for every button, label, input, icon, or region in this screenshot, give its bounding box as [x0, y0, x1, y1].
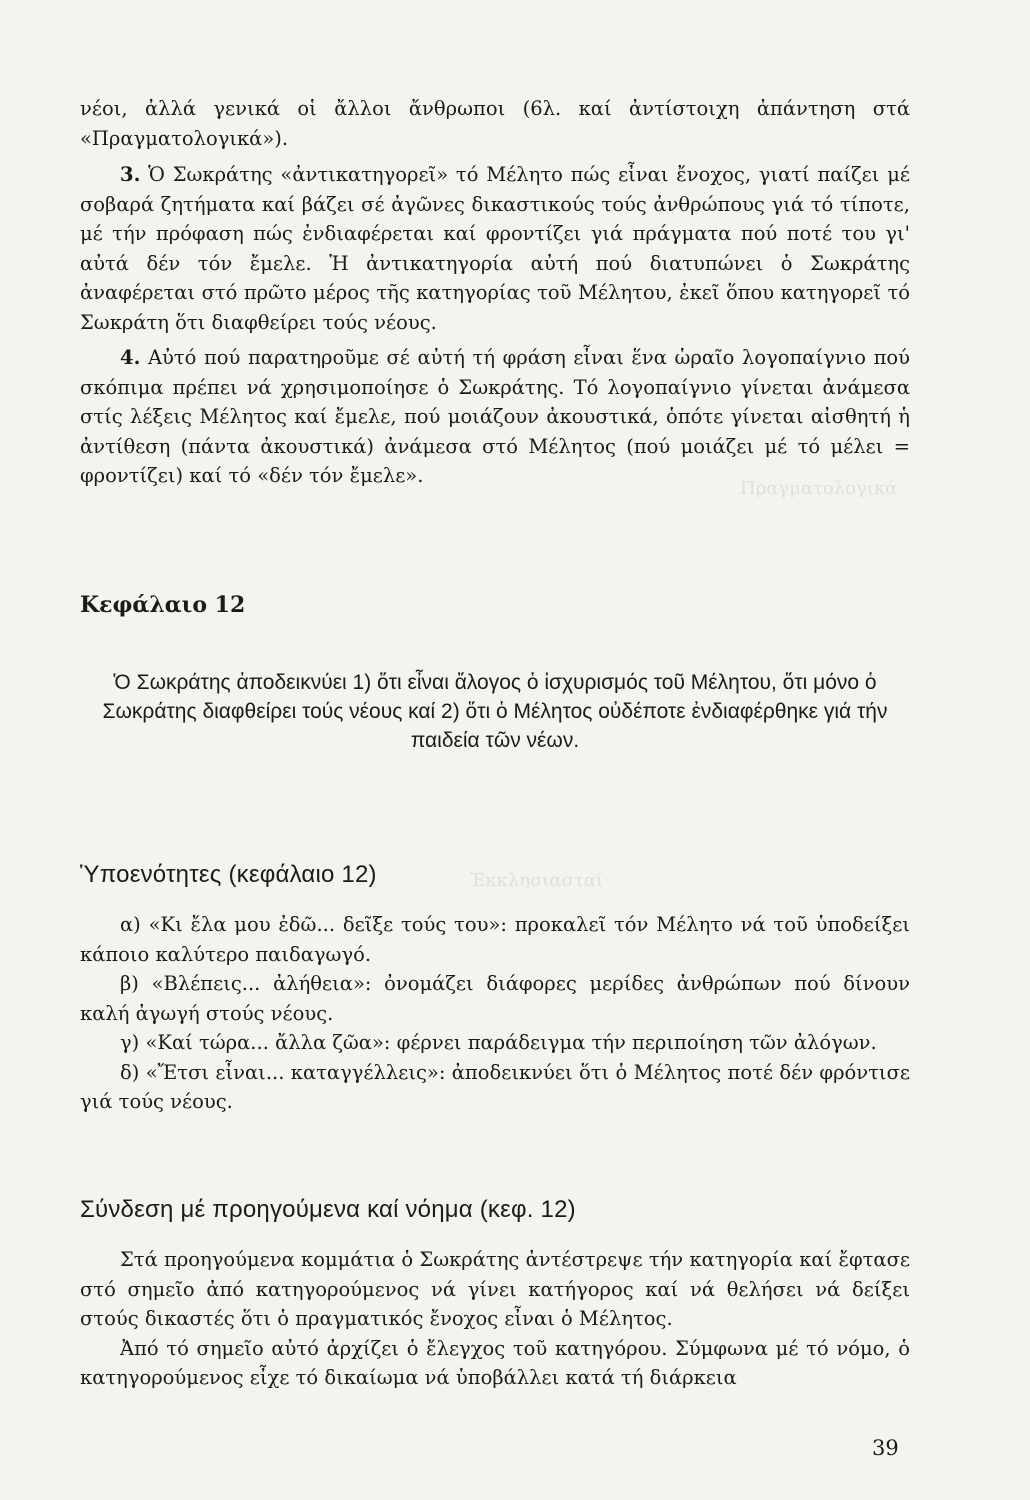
- list-item: δ) «Ἔτσι εἶναι... καταγγέλλεις»: ἀποδεικνύει ὅτι ὁ Μέλητος ποτέ δέν φρόντισε γιά τούς νέους.: [80, 1060, 910, 1113]
- paragraph: Ἀπό τό σημεῖο αὐτό ἀρχίζει ὁ ἔλεγχος τοῦ κατηγόρου. Σύμφωνα μέ τό νόμο, ὁ κατηγορούμενος εἶχε τό δικαίωμα νά ὑποβάλλει κατά τή διάρκεια: [80, 1336, 910, 1389]
- note-text: Αὐτό πού παρατηροῦμε σέ αὐτή τή φράση εἶναι ἕνα ὡραῖο λογοπαίγνιο πού σκόπιμα πρέπει νά χρησιμοποίησε ὁ Σωκράτης. Τό λογοπαίγνιο γίνεται ἀνάμεσα στίς λέξεις Μέλητος καί ἔμελε, πού μοιάζουν ἀκουστικά, ὁπότε γίνεται αἰσθητή ἡ ἀντίθεση (πάντα ἀκουστικά) ἀνάμεσα στό Μέλητος (πού μοιάζει μέ τό μέλει = φροντίζει) καί τό «δέν τόν ἔμελε».: [80, 346, 910, 487]
- link-section: [80, 1245, 910, 1393]
- show-through-text: Πραγματολογικά: [740, 478, 898, 499]
- note-number: 4.: [120, 346, 141, 369]
- note-number: 3.: [120, 163, 141, 186]
- subunits-heading: Ὑποενότητες (κεφάλαιο 12): [80, 861, 377, 888]
- note-text: Ὁ Σωκράτης «ἀντικατηγορεῖ» τό Μέλητο πώς εἶναι ἔνοχος, γιατί παίζει μέ σοβαρά ζητήματα καί βάζει σέ ἀγῶνες δικαστικούς τούς ἀνθρώπους γιά τό τίποτε, μέ τήν πρόφαση πώς ἐνδιαφέρεται καί φροντίζει γιά πράγματα πού ποτέ του γι' αὐτά δέν τόν ἔμελε. Ἡ ἀντικατηγορία αὐτή πού διατυπώνει ὁ Σωκράτης ἀναφέρεται στό πρῶτο μέρος τῆς κατηγορίας τοῦ Μέλητου, ἐκεῖ ὅπου κατηγορεῖ τό Σωκράτη ὅτι διαφθείρει τούς νέους.: [80, 163, 910, 334]
- list-item: α) «Κι ἔλα μου ἐδῶ... δεῖξε τούς του»: προκαλεῖ τόν Μέλητο νά τοῦ ὑποδείξει κάποιο καλύτερο παιδαγωγό.: [80, 913, 910, 966]
- list-item: γ) «Καί τώρα... ἄλλα ζῶα»: φέρνει παράδειγμα τήν περιποίηση τῶν ἀλόγων.: [120, 1031, 877, 1054]
- intro-paragraph: [80, 94, 910, 153]
- chapter-summary: [80, 668, 910, 755]
- chapter-summary-text: Ὁ Σωκράτης ἀποδεικνύει 1) ὅτι εἶναι ἄλογος ὁ ἰσχυρισμός τοῦ Μέλητου, ὅτι μόνο ὁ Σωκράτης διαφθείρει τούς νέους καί 2) ὅτι ὁ Μέλητος οὐδέποτε ἐνδιαφέρθηκε γιά τήν παιδεία τῶν νέων.: [102, 671, 888, 752]
- note-3: [80, 160, 910, 337]
- intro-text: νέοι, ἀλλά γενικά οἱ ἄλλοι ἄνθρωποι (6λ. καί ἀντίστοιχη ἀπάντηση στά «Πραγματολογικά»).: [80, 97, 910, 150]
- chapter-heading: Κεφάλαιο 12: [80, 592, 246, 618]
- link-heading: Σύνδεση μέ προηγούμενα καί νόημα (κεφ. 12): [80, 1196, 576, 1223]
- show-through-text: Ἐκκλησιασταί: [470, 870, 604, 891]
- page-number: 39: [872, 1436, 899, 1460]
- list-item: β) «Βλέπεις... ἀλήθεια»: ὀνομάζει διάφορες μερίδες ἀνθρώπων πού δίνουν καλή ἀγωγή στούς νέους.: [80, 972, 910, 1025]
- subunits-list: [80, 910, 910, 1117]
- paragraph: Στά προηγούμενα κομμάτια ὁ Σωκράτης ἀντέστρεψε τήν κατηγορία καί ἔφτασε στό σημεῖο ἀπό κατηγορούμενος νά γίνει κατήγορος καί νά θελήσει νά δείξει στούς δικαστές ὅτι ὁ πραγματικός ἔνοχος εἶναι ὁ Μέλητος.: [80, 1248, 910, 1330]
- note-4: [80, 343, 910, 491]
